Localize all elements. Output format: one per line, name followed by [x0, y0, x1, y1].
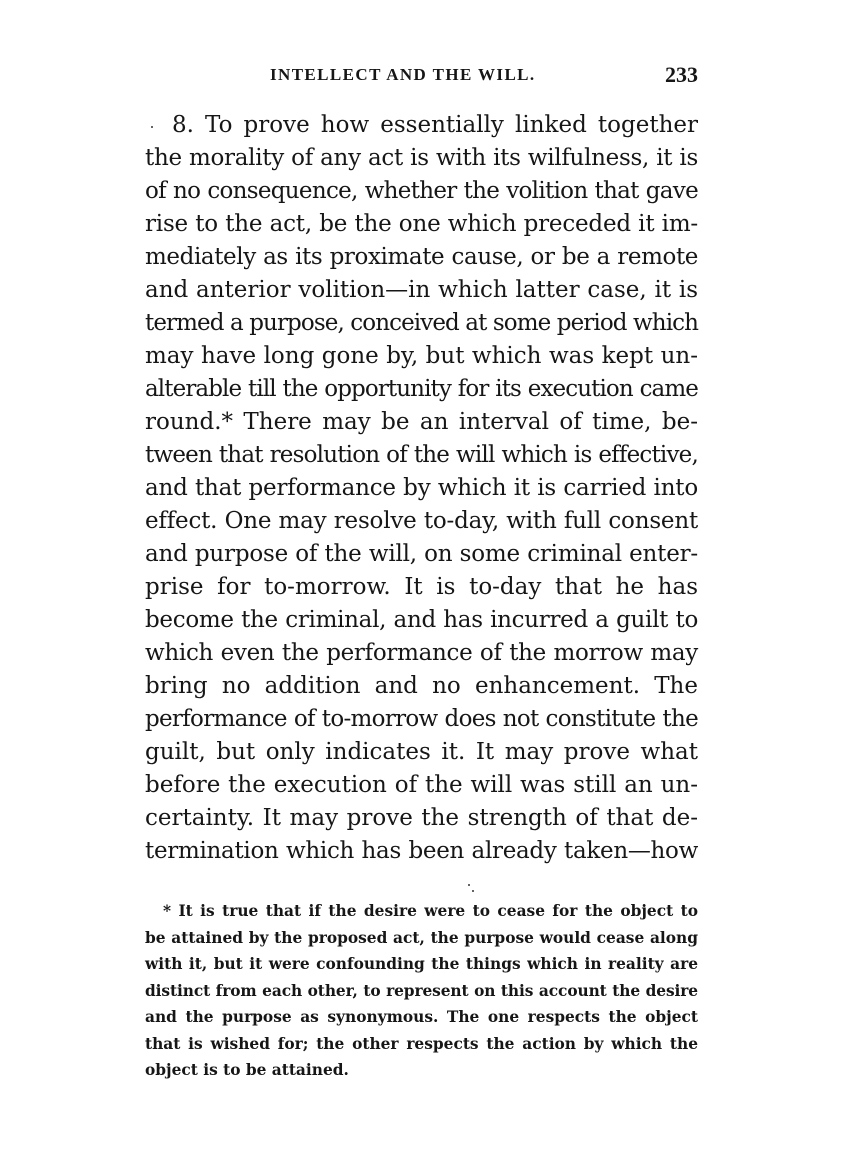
body-line: before the execution of the will was still an un-	[145, 772, 698, 798]
body-line: the morality of any act is with its wilfulness, it is	[145, 145, 698, 171]
body-line: and that performance by which it is carried into	[145, 475, 698, 501]
footnote-line: * It is true that if the desire were to cease for the object to	[163, 902, 698, 920]
running-head	[145, 63, 698, 97]
body-line: alterable till the opportunity for its execution came	[145, 376, 698, 402]
body-line: may have long gone by, but which was kept un-	[145, 343, 698, 369]
body-line: and anterior volition—in which latter case, it is	[145, 277, 698, 303]
body-line: termed a purpose, conceived at some period which	[145, 310, 699, 336]
body-line: of no consequence, whether the volition that gave	[145, 178, 698, 204]
body-line: guilt, but only indicates it. It may prove what	[145, 739, 698, 765]
body-line: termination which has been already taken—how	[145, 838, 698, 864]
body-line: rise to the act, be the one which preceded it im-	[145, 211, 698, 237]
footnote	[145, 898, 698, 1084]
running-title: INTELLECT AND THE WILL.	[270, 65, 536, 84]
body-line: effect. One may resolve to-day, with full consent	[145, 508, 698, 534]
footnote-line: be attained by the proposed act, the purpose would cease along	[145, 928, 698, 947]
footnote-line: with it, but it were confounding the things which in reality are	[145, 955, 698, 973]
print-speck	[472, 890, 474, 892]
print-speck	[151, 126, 153, 128]
footnote-line: that is wished for; the other respects the action by which the	[145, 1034, 698, 1053]
print-speck	[468, 884, 470, 886]
body-line: prise for to-morrow. It is to-day that he has	[145, 574, 698, 600]
body-line: certainty. It may prove the strength of that de-	[145, 805, 698, 831]
body-line: round.* There may be an interval of time, be-	[145, 409, 698, 435]
body-line: mediately as its proximate cause, or be a remote	[145, 244, 698, 270]
body-line: tween that resolution of the will which is effective,	[145, 442, 698, 468]
body-line: and purpose of the will, on some criminal enter-	[145, 541, 698, 567]
body-line: performance of to-morrow does not constitute the	[145, 706, 698, 732]
body-paragraph	[145, 109, 698, 868]
footnote-line: and the purpose as synonymous. The one respects the object	[145, 1008, 698, 1026]
footnote-line: object is to be attained.	[145, 1061, 349, 1079]
footnote-line: distinct from each other, to represent on this account the desire	[145, 981, 698, 1000]
body-line: which even the performance of the morrow may	[145, 640, 698, 666]
body-line: 8. To prove how essentially linked together	[172, 112, 698, 138]
body-line: become the criminal, and has incurred a guilt to	[145, 607, 698, 633]
page-number: 233	[665, 62, 698, 87]
body-line: bring no addition and no enhancement. The	[145, 673, 698, 699]
